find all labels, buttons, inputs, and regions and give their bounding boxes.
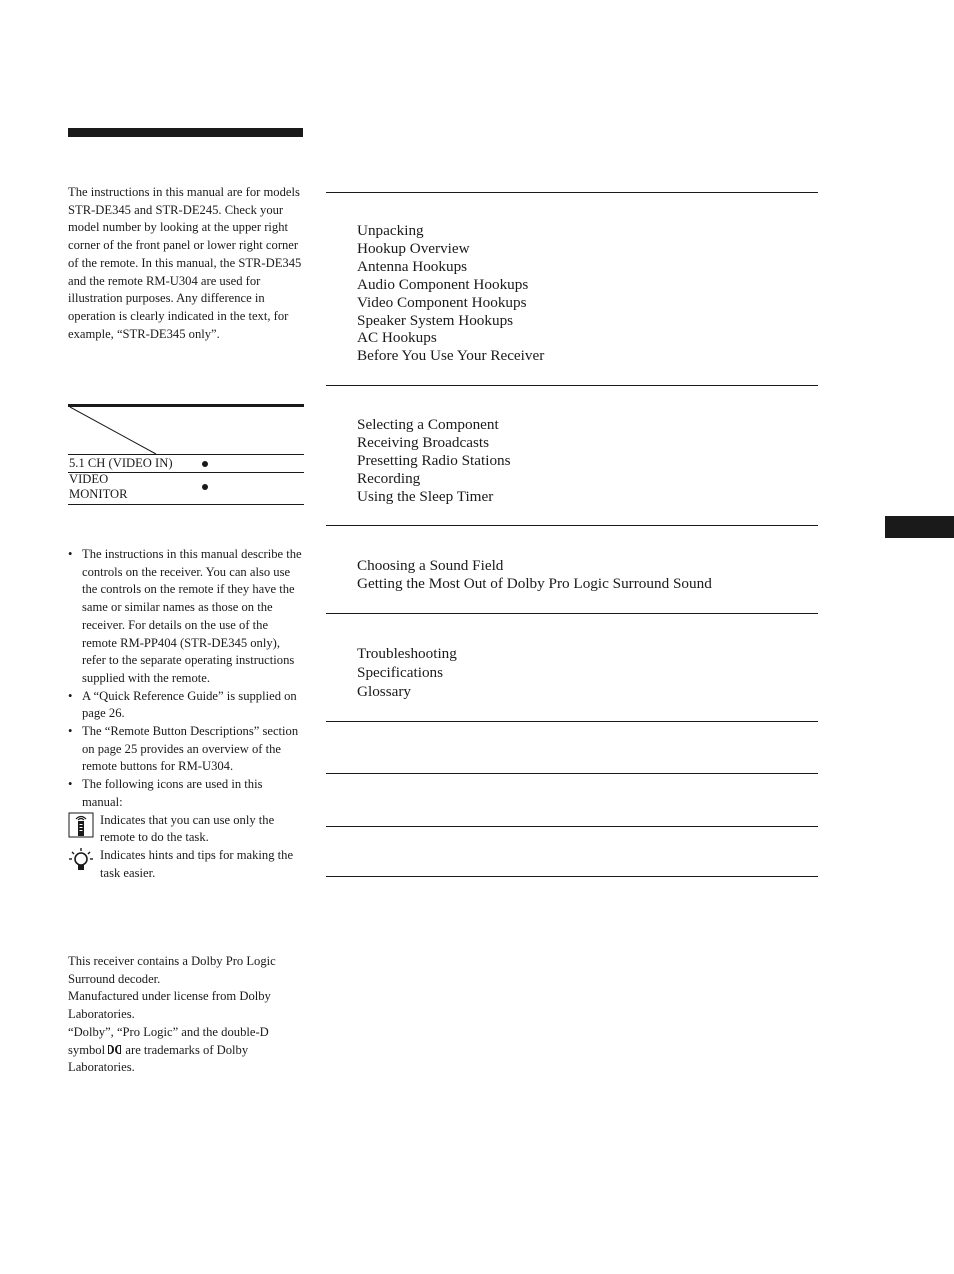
toc-entry[interactable]: Using the Sleep Timer: [357, 487, 494, 505]
toc-section-additional: [357, 644, 817, 701]
toc-section-operations: [357, 416, 817, 506]
dolby-line: Manufactured under license from Dolby Laboratories.: [68, 989, 271, 1022]
list-item: • A “Quick Reference Guide” is supplied on page 26.: [68, 688, 304, 723]
toc-entry[interactable]: Before You Use Your Receiver: [357, 347, 545, 365]
toc-divider: [326, 826, 818, 827]
toc-entry[interactable]: Getting the Most Out of Dolby Pro Logic Surround Sound: [357, 575, 712, 592]
icon-legend-text: Indicates hints and tips for making the task easier.: [100, 847, 294, 880]
toc-entry[interactable]: Presetting Radio Stations: [357, 451, 511, 469]
notes-section: [68, 546, 304, 882]
toc-entry[interactable]: Hookup Overview: [357, 239, 470, 257]
list-item: • The instructions in this manual describe the controls on the receiver. You can also use the controls on the remote if they have the same or similar names as those on the receiver. For details on the use of the remote RM-PP404 (STR-DE345 only), refer to the separate operating instructions supplied with the remote.: [68, 546, 304, 688]
toc-entry[interactable]: Speaker System Hookups: [357, 311, 514, 329]
model-table: [68, 404, 304, 506]
toc-section-surround: [357, 557, 817, 593]
section-tab: [885, 516, 954, 538]
dolby-notice: [68, 953, 304, 1077]
icon-legend-text: Indicates that you can use only the remote to do the task.: [100, 812, 275, 845]
table-bottom-rule: [68, 504, 304, 505]
toc-entry[interactable]: Antenna Hookups: [357, 257, 468, 275]
toc-entry[interactable]: Selecting a Component: [357, 416, 499, 433]
dolby-line-text: “Dolby”, “Pro Logic” and the double-D symbol: [68, 1024, 269, 1057]
toc-entry[interactable]: Recording: [357, 469, 421, 487]
dolby-line: [68, 1024, 304, 1077]
toc-divider: [326, 192, 818, 193]
toc-entry[interactable]: Unpacking: [357, 222, 424, 239]
table-row-label: 5.1 CH (VIDEO IN): [69, 456, 173, 470]
toc-divider: [326, 721, 818, 722]
toc-section-hookups: [357, 222, 817, 365]
toc-entry[interactable]: AC Hookups: [357, 329, 437, 347]
intro-paragraph: The instructions in this manual are for models STR-DE345 and STR-DE245. Check your model number by looking at the upper right corner of the front panel or lower right corner of the remote. In this manual, the STR-DE345 and the remote RM-U304 are used for illustration purposes. Any difference in operation is clearly indicated in the text, for example, “STR-DE345 only”.: [68, 185, 302, 341]
remote-icon: [68, 812, 94, 838]
list-item: • The “Remote Button Descriptions” section on page 25 provides an overview of the remote buttons for RM-U304.: [68, 723, 304, 776]
table-row-label: VIDEO MONITOR: [69, 472, 128, 501]
toc-entry[interactable]: Receiving Broadcasts: [357, 433, 490, 451]
toc-entry[interactable]: Audio Component Hookups: [357, 275, 529, 293]
dolby-line-text: are trademarks of Dolby Laboratories.: [68, 1042, 249, 1075]
toc-divider: [326, 876, 818, 877]
icon-legend-remote: [68, 812, 304, 847]
toc-entry[interactable]: Glossary: [357, 683, 411, 700]
toc-divider: [326, 385, 818, 386]
toc-entry[interactable]: Troubleshooting: [357, 645, 457, 662]
toc-entry[interactable]: Specifications: [357, 664, 444, 681]
toc-entry[interactable]: Video Component Hookups: [357, 293, 527, 311]
header-bar: [68, 128, 303, 137]
icon-legend-tip: [68, 847, 304, 882]
table-row-mark: [202, 461, 208, 467]
toc-divider: [326, 613, 818, 614]
double-d-icon: [108, 1045, 122, 1054]
toc-divider: [326, 773, 818, 774]
toc-divider: [326, 525, 818, 526]
lightbulb-icon: [68, 847, 94, 873]
list-item: • The following icons are used in this manual:: [68, 776, 304, 811]
table-header-rule: [68, 454, 304, 455]
dolby-line: This receiver contains a Dolby Pro Logic Surround decoder.: [68, 954, 276, 986]
notes-list: [68, 546, 304, 812]
toc-entry[interactable]: Choosing a Sound Field: [357, 557, 504, 574]
table-diagonal: [68, 407, 158, 455]
table-row-mark: [202, 484, 208, 490]
